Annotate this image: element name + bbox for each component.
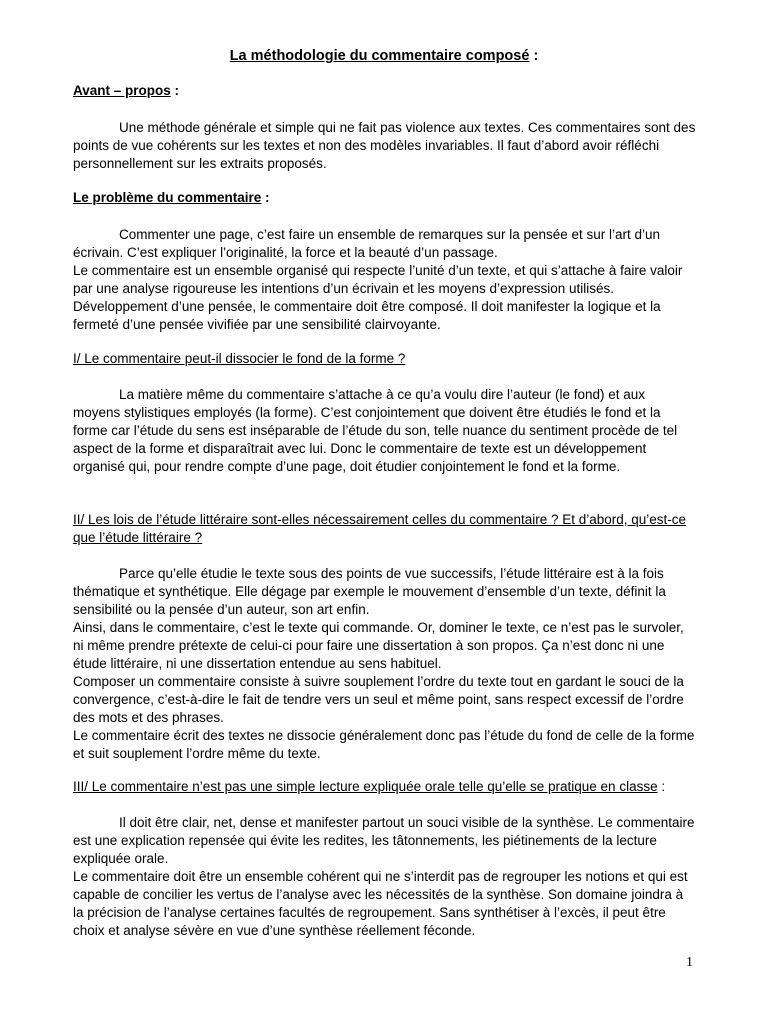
paragraph-avant-propos-text: Une méthode générale et simple qui ne fait pas violence aux textes. Ces commentaires sont des points de vue cohérents sur les textes et non des modèles invariables. Il faut d’abord avoir réfléchi personnellement sur les extraits proposés. [73,120,696,171]
paragraph-probleme-line-1: Commenter une page, c’est faire un ensemble de remarques sur la pensée et sur l’art d’un écrivain. C’est expliquer l’originalité, la force et la beauté d’un passage. [73,227,661,260]
paragraph-partie-2-line-1: Parce qu’elle étudie le texte sous des points de vue successifs, l’étude littéraire est à la fois thématique et synthétique. Elle dégage par exemple le mouvement d’ensemble d’un texte, définit la sensibilité ou la pensée d’un auteur, son art enfin. [73,566,666,617]
paragraph-partie-3-line-1: Il doit être clair, net, dense et manifester partout un souci visible de la synthèse. Le commentaire est une explication repensée qui évite les redites, les tâtonnements, les piétinements de la lecture expliquée orale. [73,815,695,866]
title-suffix: : [529,48,539,64]
heading-partie-3 [73,778,665,796]
heading-partie-1 [73,350,405,368]
paragraph-partie-1 [73,386,696,476]
paragraph-partie-3-line-2: Le commentaire doit être un ensemble cohérent qui ne s’interdit pas de regrouper les notions et qui est capable de concilier les vertus de l’analyse avec les nécessités de la synthèse. Son domaine joindra à la précision de l’analyse certaines facultés de regroupement. Sans synthétiser à l’excès, il peut être choix et analyse sévère en vue d’une synthèse réellement féconde. [73,869,688,938]
paragraph-avant-propos [73,119,696,173]
heading-partie-2-text: II/ Les lois de l’étude littéraire sont-elles nécessairement celles du commentaire ? Et d’abord, qu’est-ce que l’étude littéraire ? [73,512,687,545]
paragraph-partie-2-line-3: Composer un commentaire consiste à suivre souplement l’ordre du texte tout en gardant le souci de la convergence, c’est-à-dire le fait de tendre vers un seul et même point, sans respect excessif de l’ordre des mots et des phrases. [73,674,684,725]
heading-avant-propos-text: Avant – propos [73,83,171,98]
paragraph-probleme-line-2: Le commentaire est un ensemble organisé qui respecte l’unité d’un texte, et qui s’attache à faire valoir par une analyse rigoureuse les intentions d’un écrivain et les moyens d’expression utilisés. [73,263,683,296]
paragraph-partie-1-text: La matière même du commentaire s’attache à ce qu’a voulu dire l’auteur (le fond) et aux moyens stylistiques employés (la forme). C’est conjointement que doivent être étudiés le fond et la forme car l’étude du sens est inséparable de l’étude du son, telle nuance du sentiment procède de tel aspect de la forme et disparaîtrait avec lui. Donc le commentaire de texte est un développement organisé qui, pour rendre compte d’une page, doit étudier conjointement le fond et la forme. [73,387,678,474]
title-text: La méthodologie du commentaire composé [229,48,530,64]
page-title [0,46,768,66]
page-number: 1 [686,955,693,970]
heading-partie-1-text: I/ Le commentaire peut-il dissocier le fond de la forme ? [73,351,406,366]
paragraph-probleme [73,226,696,334]
heading-partie-3-text: III/ Le commentaire n’est pas une simple lecture expliquée orale telle qu’elle se pratique en classe [73,779,658,794]
heading-partie-2 [73,511,696,547]
paragraph-partie-2-line-4: Le commentaire écrit des textes ne dissocie généralement donc pas l’étude du fond de celle de la forme et suit souplement l’ordre même du texte. [73,728,695,761]
heading-probleme-text: Le problème du commentaire [73,190,262,205]
paragraph-probleme-line-3: Développement d’une pensée, le commentaire doit être composé. Il doit manifester la logique et la fermeté d’une pensée vivifiée par une sensibilité clairvoyante. [73,299,661,332]
paragraph-partie-2-line-2: Ainsi, dans le commentaire, c’est le texte qui commande. Or, dominer le texte, ce n’est pas le survoler, ni même prendre prétexte de celui-ci pour faire une dissertation à son propos. Ça n’est donc ni une étude littéraire, ni une dissertation entendue au sens habituel. [73,620,684,671]
heading-partie-3-suffix: : [657,779,666,794]
heading-avant-propos [73,82,179,100]
heading-probleme [73,189,270,207]
heading-avant-propos-suffix: : [170,83,180,98]
paragraph-partie-3 [73,814,696,940]
heading-probleme-suffix: : [261,190,270,205]
paragraph-partie-2 [73,565,696,763]
